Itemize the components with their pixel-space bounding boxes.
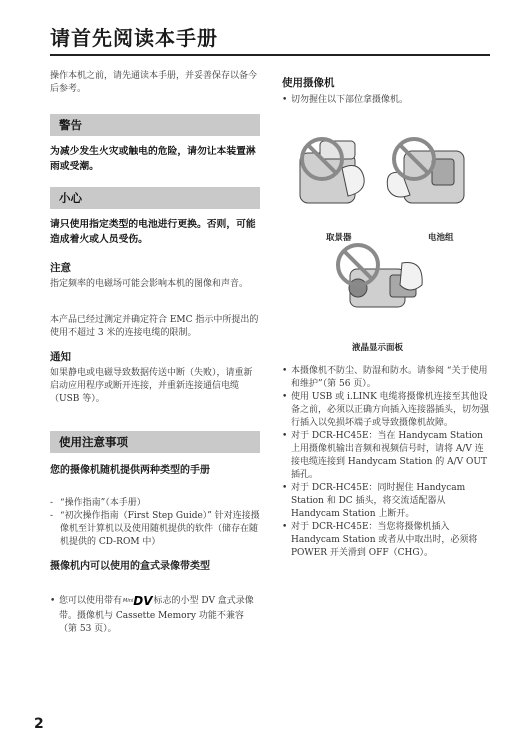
manuals-subheading: 您的摄像机随机提供两种类型的手册: [50, 465, 210, 476]
manual-item-1: - “操作指南”（本手册）: [50, 498, 146, 508]
using-bullet-2: • 本摄像机不防尘、防湿和防水。请参阅 “关于使用和维护”（第 56 页）。: [282, 366, 488, 389]
caution-heading: 小心: [50, 187, 260, 209]
using-heading: 使用摄像机: [282, 77, 335, 89]
handling-illustration: [282, 113, 492, 353]
manuals-list: [50, 497, 260, 549]
using-bullet-5-text: 对于 DCR-HC45E：同时握住 Handycam Station 和 DC 插头，将交流适配器从 Handycam Station 上断开。: [291, 483, 466, 519]
using-bullet-3-text: 使用 USB 或 i.LINK 电缆将摄像机连接至其他设备之前，必须以正确方向插入连接器插头，切勿强行插入以免损坏端子或导致摄像机故障。: [291, 392, 490, 428]
note-text-2: 本产品已经过测定并确定符合 EMC 指示中所提出的使用不超过 3 米的连接电缆的限制。: [50, 315, 259, 338]
note-text-1: 指定频率的电磁场可能会影响本机的图像和声音。: [50, 279, 249, 289]
using-bullet-3: • 使用 USB 或 i.LINK 电缆将摄像机连接至其他设备之前，必须以正确方向插入连接器插头，切勿强行插入以免损坏端子或导致摄像机故障。: [282, 392, 490, 428]
using-bullet-5: • 对于 DCR-HC45E：同时握住 Handycam Station 和 DC 插头，将交流适配器从 Handycam Station 上断开。: [282, 483, 466, 519]
page-title: 请首先阅读本手册: [50, 26, 218, 50]
cassette-subheading: 摄像机内可以使用的盒式录像带类型: [50, 561, 210, 572]
caption-viewfinder: 取景器: [326, 233, 352, 243]
using-bullet-4-text: 对于 DCR-HC45E：当在 Handycam Station 上用摄像机输出音频和视频信号时，请将 A/V 连接电缆连接到 Handycam Station 的 A/V OUT 插孔。: [291, 431, 487, 480]
notice-heading: 通知: [50, 351, 71, 363]
note-heading: 注意: [50, 262, 71, 274]
left-column: [50, 70, 260, 636]
cassette-list: [50, 595, 260, 636]
using-bullet-6-text: 对于 DCR-HC45E：当您将摄像机插入 Handycam Station 或者从中取出时，必须将 POWER 开关滑到 OFF（CHG）。: [291, 522, 478, 558]
cassette-item: • 您可以使用带有$^{Mini}$DV标志的小型 DV 盒式录像带。摄像机与 Cassette Memory 功能不兼容（第 53 页）。: [50, 594, 254, 634]
precautions-heading: 使用注意事项: [50, 431, 260, 453]
caption-lcd: 液晶显示面板: [352, 343, 404, 353]
right-column: [282, 76, 492, 560]
warning-text: 为减少发生火灾或触电的危险，请勿让本装置淋雨或受潮。: [50, 146, 256, 172]
using-bullet-1-text: 切勿握住以下部位拿摄像机。: [291, 95, 409, 105]
warning-heading: 警告: [50, 114, 260, 136]
caution-text: 请只使用指定类型的电池进行更换。否则，可能造成着火或人员受伤。: [50, 219, 256, 245]
using-bullet-1: • 切勿握住以下部位拿摄像机。: [282, 95, 409, 105]
notice-text: 如果静电或电磁导致数据传送中断（失败），请重新启动应用程序或断开连接，并重新连接通信电缆（USB 等）。: [50, 368, 253, 404]
using-bullet-4: • 对于 DCR-HC45E：当在 Handycam Station 上用摄像机输出音频和视频信号时，请将 A/V 连接电缆连接到 Handycam Station 的 A/V OUT 插孔。: [282, 431, 487, 480]
page-number: 2: [34, 716, 44, 732]
manual-item-2: - “初次操作指南（First Step Guide）” 针对连接摄像机至计算机以及使用随机提供的软件（储存在随机提供的 CD-ROM 中）: [50, 511, 260, 547]
using-list: [282, 365, 492, 560]
manual-item-1-text: “操作指南”（本手册）: [60, 498, 146, 508]
manual-item-2-text: “初次操作指南（First Step Guide）” 针对连接摄像机至计算机以及使用随机提供的软件（储存在随机提供的 CD-ROM 中）: [60, 511, 260, 547]
intro-text: 操作本机之前，请先通读本手册，并妥善保存以备今后参考。: [50, 71, 258, 94]
cassette-text-pre: 您可以使用带有: [59, 596, 123, 606]
minidv-logo-icon: $^{Mini}$DV: [123, 594, 153, 608]
title-rule: [50, 54, 490, 56]
using-bullet-2-text: 本摄像机不防尘、防湿和防水。请参阅 “关于使用和维护”（第 56 页）。: [291, 366, 488, 389]
caption-battery: 电池组: [428, 233, 454, 243]
cassette-text-post: 标志的小型 DV 盒式录像带。摄像机与 Cassette Memory 功能不兼容（第 53 页）。: [59, 596, 254, 634]
camcorder-handling-icon: [282, 113, 492, 313]
using-bullet-6: • 对于 DCR-HC45E：当您将摄像机插入 Handycam Station 或者从中取出时，必须将 POWER 开关滑到 OFF（CHG）。: [282, 522, 478, 558]
